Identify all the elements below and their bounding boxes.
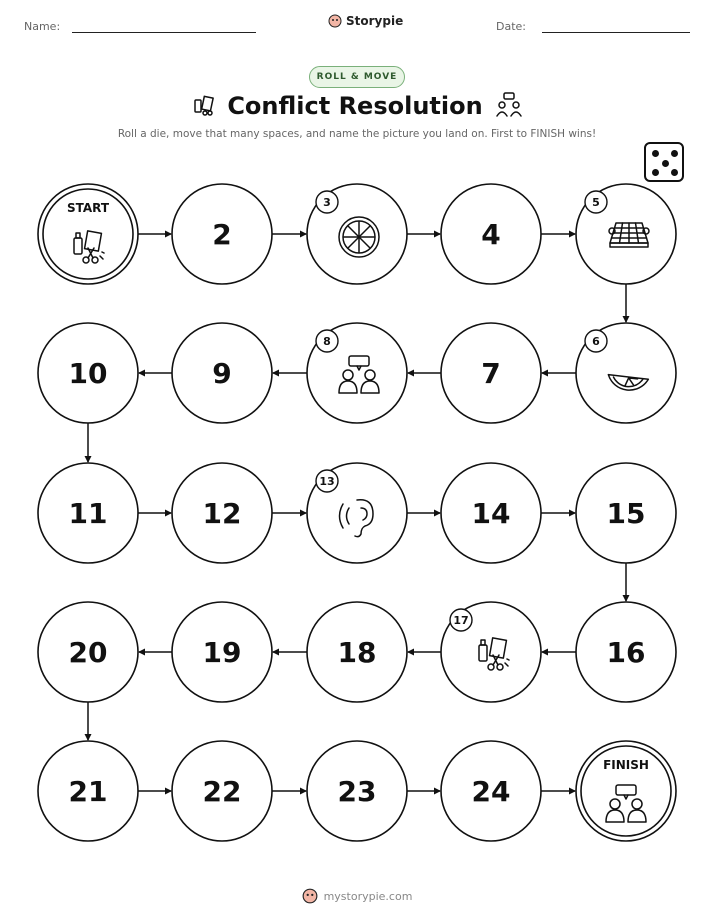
board-space-3 xyxy=(307,184,407,284)
space-number: 2 xyxy=(212,218,232,251)
board-space-19 xyxy=(172,602,272,702)
space-number: 23 xyxy=(337,775,377,808)
title-text: Conflict Resolution xyxy=(227,92,483,120)
board-space-9 xyxy=(172,323,272,423)
space-number: 18 xyxy=(337,636,377,669)
date-label: Date: xyxy=(496,20,526,33)
space-number: 10 xyxy=(68,357,108,390)
space-number: 22 xyxy=(202,775,242,808)
activity-tag: ROLL & MOVE xyxy=(309,66,405,88)
space-number: 12 xyxy=(202,497,242,530)
space-circle xyxy=(576,741,676,841)
board-space-11 xyxy=(38,463,138,563)
space-number: 20 xyxy=(68,636,108,669)
board-space-7 xyxy=(441,323,541,423)
board-space-15 xyxy=(576,463,676,563)
board-space-24 xyxy=(441,741,541,841)
space-number-badge: 5 xyxy=(592,196,600,209)
space-circle xyxy=(38,184,138,284)
space-number: 16 xyxy=(606,636,646,669)
footer xyxy=(0,888,714,904)
space-number: 14 xyxy=(471,497,511,530)
citrus-slice-icon xyxy=(339,217,379,257)
space-number: 24 xyxy=(471,775,511,808)
board-space-17 xyxy=(441,602,541,702)
board-space-5 xyxy=(576,184,676,284)
space-number-badge: 13 xyxy=(319,475,335,488)
board-space-22 xyxy=(172,741,272,841)
board-space-10 xyxy=(38,323,138,423)
brand-name: Storypie xyxy=(346,14,404,28)
space-number: 19 xyxy=(202,636,242,669)
board-space-8 xyxy=(307,323,407,423)
board-space-12 xyxy=(172,463,272,563)
finish-space xyxy=(576,741,676,841)
space-number: 21 xyxy=(68,775,108,808)
board-space-21 xyxy=(38,741,138,841)
space-number-badge: 8 xyxy=(323,335,331,348)
name-label: Name: xyxy=(24,20,61,33)
board-space-13 xyxy=(307,463,407,563)
space-number: 4 xyxy=(481,218,501,251)
space-number: 9 xyxy=(212,357,232,390)
board-space-4 xyxy=(441,184,541,284)
board-space-14 xyxy=(441,463,541,563)
space-number: 11 xyxy=(68,497,108,530)
instructions: Roll a die, move that many spaces, and name the picture you land on. First to FINISH wins! xyxy=(117,128,597,140)
finish-label: FINISH xyxy=(603,758,649,772)
start-space xyxy=(38,184,138,284)
space-number-badge: 3 xyxy=(323,196,331,209)
space-number: 7 xyxy=(481,357,501,390)
board-space-23 xyxy=(307,741,407,841)
storypie-mascot-icon xyxy=(302,888,318,904)
space-number-badge: 17 xyxy=(453,614,469,627)
board-space-6 xyxy=(576,323,676,423)
board-space-2 xyxy=(172,184,272,284)
board-space-20 xyxy=(38,602,138,702)
board-space-16 xyxy=(576,602,676,702)
space-number: 15 xyxy=(606,497,646,530)
space-number-badge: 6 xyxy=(592,335,600,348)
start-label: START xyxy=(66,201,110,215)
footer-url: mystorypie.com xyxy=(323,889,413,903)
board-space-18 xyxy=(307,602,407,702)
